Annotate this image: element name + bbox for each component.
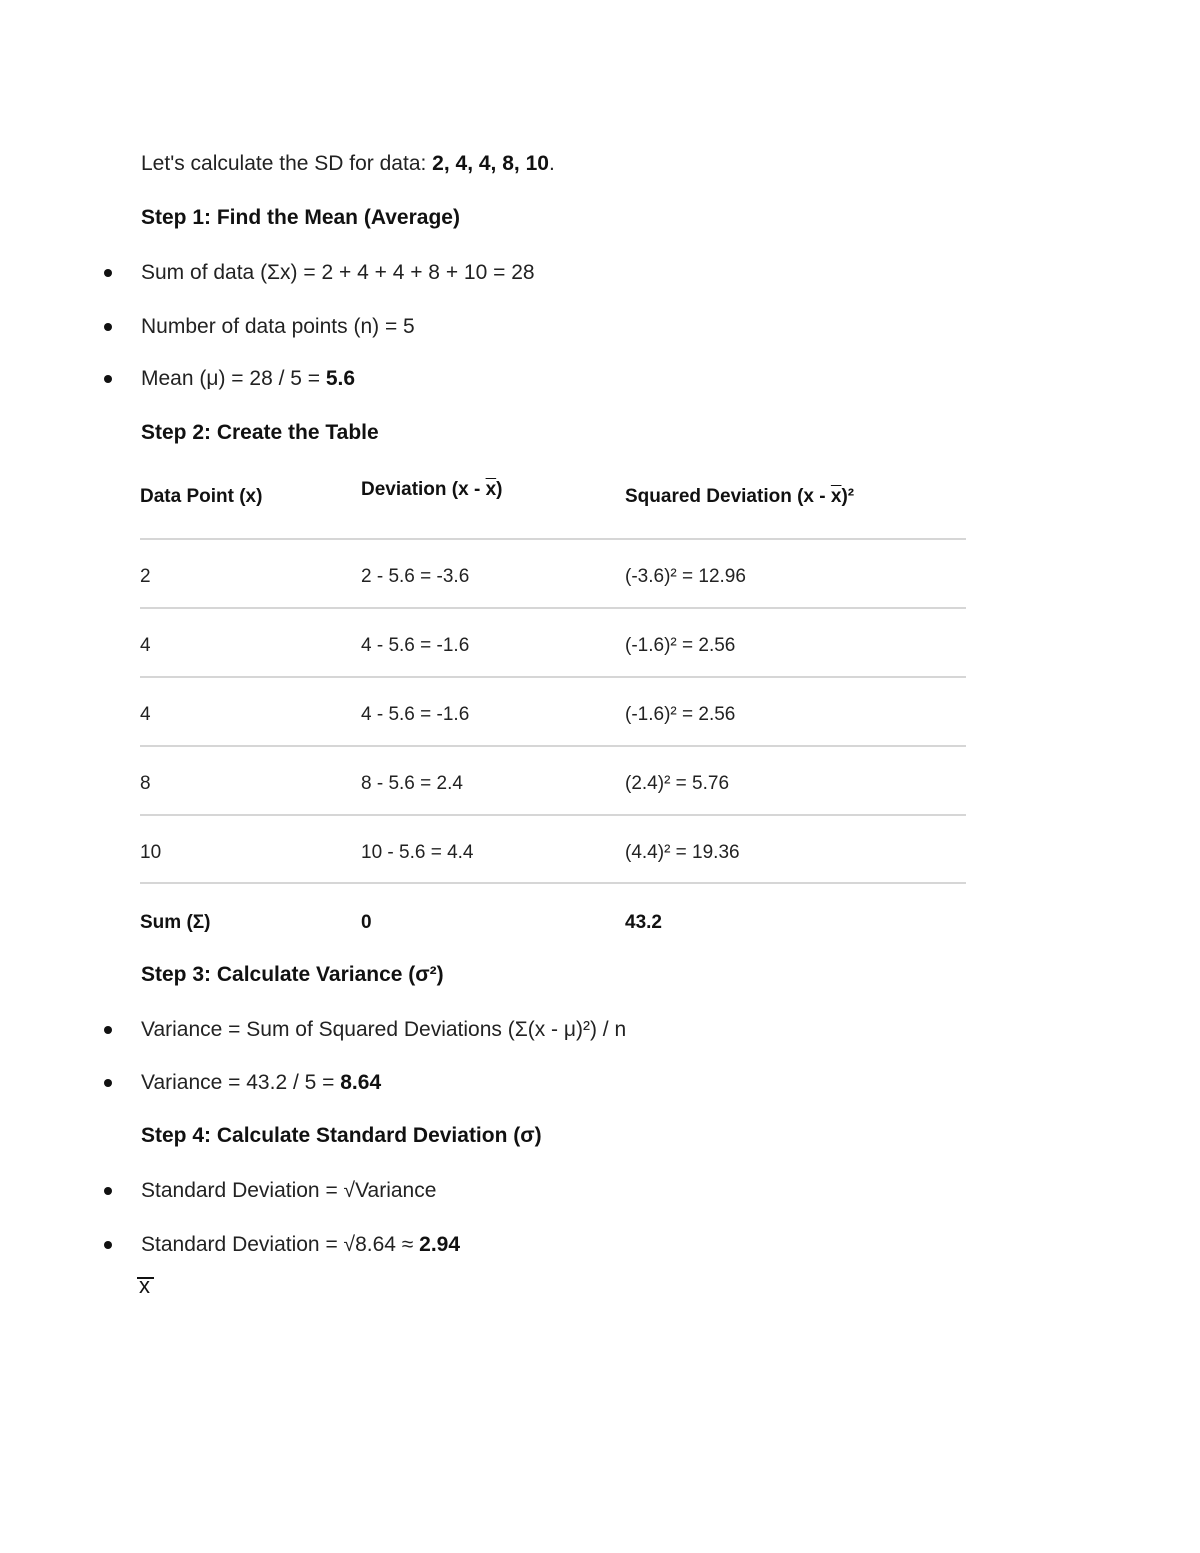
table-cell-squared: (-3.6)² = 12.96	[625, 566, 746, 587]
table-divider	[140, 814, 966, 816]
table-divider	[140, 676, 966, 678]
step2-heading: Step 2: Create the Table	[141, 421, 379, 444]
deviation-header-prefix: Deviation (x -	[361, 479, 486, 500]
table-cell-x: 2	[140, 566, 151, 587]
bullet-icon	[104, 1079, 112, 1087]
step3-bullet-value	[141, 1069, 381, 1097]
bullet-icon	[104, 1241, 112, 1249]
squared-header-prefix: Squared Deviation (x -	[625, 486, 831, 507]
table-cell-deviation: 4 - 5.6 = -1.6	[361, 635, 470, 656]
bullet-icon	[104, 323, 112, 331]
table-divider	[140, 745, 966, 747]
table-cell-squared: (-1.6)² = 2.56	[625, 704, 736, 725]
step4-bullet-formula-text: Standard Deviation = √Variance	[141, 1179, 437, 1202]
x-bar-symbol: $\overline{x}$	[485, 479, 497, 500]
bullet-icon	[104, 1187, 112, 1195]
table-cell-deviation: 10 - 5.6 = 4.4	[361, 842, 474, 863]
table-sum-deviation: 0	[361, 912, 372, 933]
table-sum-label: Sum (Σ)	[140, 912, 211, 933]
step1-bullet-count-text: Number of data points (n) = 5	[141, 315, 415, 338]
table-cell-deviation: 4 - 5.6 = -1.6	[361, 704, 470, 725]
bullet-icon	[104, 269, 112, 277]
table-cell-squared: (-1.6)² = 2.56	[625, 635, 736, 656]
table-header-data-point: Data Point (x)	[140, 486, 263, 507]
step4-bullet-value	[141, 1231, 460, 1259]
step1-heading: Step 1: Find the Mean (Average)	[141, 206, 460, 229]
bullet-icon	[104, 375, 112, 383]
table-divider	[140, 607, 966, 609]
step1-bullet-sum	[141, 259, 535, 287]
table-cell-x: 4	[140, 635, 151, 656]
step3-bullet-formula	[141, 1016, 626, 1044]
x-bar-symbol: $\overline{x}$	[830, 486, 842, 507]
intro-line	[141, 150, 555, 178]
trailing-x-bar-symbol	[139, 1272, 150, 1300]
standard-deviation-value: 2.94	[419, 1233, 461, 1256]
table-cell-x: 4	[140, 704, 151, 725]
table-cell-squared: (4.4)² = 19.36	[625, 842, 740, 863]
intro-suffix: .	[548, 152, 555, 175]
table-divider	[140, 882, 966, 884]
step1-mean-value: 5.6	[325, 367, 356, 390]
table-cell-x: 10	[140, 842, 162, 863]
trailing-x-bar-letter: x	[139, 1273, 150, 1298]
step4-heading: Step 4: Calculate Standard Deviation (σ)	[141, 1124, 542, 1147]
table-cell-deviation: 8 - 5.6 = 2.4	[361, 773, 463, 794]
table-header-squared-deviation	[625, 484, 854, 510]
variance-value: 8.64	[340, 1071, 382, 1094]
table-divider	[140, 538, 966, 540]
step3-heading: Step 3: Calculate Variance (σ²)	[141, 963, 444, 986]
overline-bar	[137, 1277, 154, 1279]
step1-bullet-sum-text: Sum of data (Σx) = 2 + 4 + 4 + 8 + 10 = 28	[141, 261, 535, 284]
table-cell-x: 8	[140, 773, 151, 794]
table-sum-squared: 43.2	[625, 912, 662, 933]
table-cell-deviation: 2 - 5.6 = -3.6	[361, 566, 470, 587]
deviation-header-suffix: )	[496, 479, 503, 500]
step1-bullet-count	[141, 313, 415, 341]
step4-bullet-formula	[141, 1177, 436, 1205]
intro-data-values: 2, 4, 4, 8, 10	[432, 152, 549, 175]
step4-bullet-value-text: Standard Deviation = √8.64 ≈	[141, 1233, 420, 1256]
intro-prefix: Let's calculate the SD for data:	[141, 152, 433, 175]
bullet-icon	[104, 1026, 112, 1034]
table-header-deviation	[361, 477, 502, 503]
step1-bullet-mean	[141, 365, 355, 393]
table-cell-squared: (2.4)² = 5.76	[625, 773, 730, 794]
step3-bullet-value-text: Variance = 43.2 / 5 =	[141, 1071, 341, 1094]
squared-header-suffix: )²	[841, 486, 855, 507]
step3-bullet-formula-text: Variance = Sum of Squared Deviations (Σ(x - μ)²) / n	[141, 1018, 627, 1041]
step1-bullet-mean-text: Mean (μ) = 28 / 5 =	[141, 367, 326, 390]
